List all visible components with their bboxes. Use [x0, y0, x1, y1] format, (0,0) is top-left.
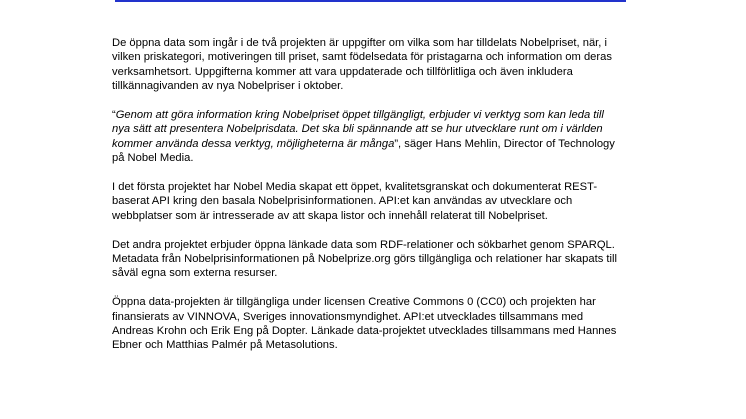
paragraph-first-project [112, 180, 692, 223]
text-line: finansierats av VINNOVA, Sveriges innovationsmyndighet. API:et utvecklades tillsammans med [112, 310, 584, 323]
text-line: I det första projektet har Nobel Media skapat ett öppet, kvalitetsgranskat och dokumenterat REST- [112, 181, 598, 194]
quote-attribution-last: på Nobel Media. [112, 152, 194, 165]
text-line: tillkännagivanden av nya Nobelpriser i oktober. [112, 80, 344, 93]
text-line: Andreas Krohn och Erik Eng på Dopter. Länkade data-projektet utvecklades tillsammans med Hannes [112, 325, 617, 338]
text-line: såväl egna som externa resurser. [112, 267, 278, 280]
quote-open-mark: “ [112, 109, 116, 122]
quote-line: nya sätt att presentera Nobelprisdata. Det ska bli spännande att se hur utvecklare runt om i världen [112, 123, 603, 136]
quote-line: Genom att göra information kring Nobelpriset öppet tillgängligt, erbjuder vi verktyg som kan leda till [115, 109, 604, 122]
text-line: Ebner och Matthias Palmér på Metasolutions. [112, 339, 338, 352]
text-line: Öppna data-projekten är tillgängliga under licensen Creative Commons 0 (CC0) och projekten har [112, 296, 596, 309]
text-line: vilken priskategori, motiveringen till priset, samt födelsedata för pristagarna och information om deras [112, 51, 612, 64]
text-line: Metadata från Nobelprisinformationen på Nobelprize.org görs tillgängliga och relationer har skapats till [112, 253, 617, 266]
paragraph-open-data-contents [112, 36, 692, 94]
paragraph-second-project [112, 238, 692, 281]
paragraph-quote [112, 108, 692, 166]
text-line: De öppna data som ingår i de två projekten är uppgifter om vilka som har tilldelats Nobelpriset, när, i [112, 37, 607, 49]
text-line: baserat API kring den basala Nobelprisinformationen. API:et kan användas av utvecklare och [112, 195, 573, 208]
press-release-body [112, 36, 692, 367]
text-line: webbplatser som är intresserade av att skapa listor och innehåll relaterat till Nobelpriset. [112, 209, 548, 222]
text-line: Det andra projektet erbjuder öppna länkade data som RDF-relationer och sökbarhet genom SPARQL. [112, 238, 615, 251]
paragraph-license-funding [112, 295, 692, 353]
header-divider-line [115, 0, 626, 2]
quote-attribution: ”, säger Hans Mehlin, Director of Technology [394, 137, 615, 150]
text-line: verksamhetsort. Uppgifterna kommer att vara uppdaterade och tillförlitliga och även inkludera [112, 65, 573, 78]
quote-line: kommer använda dessa verktyg, möjligheterna är många [112, 137, 395, 150]
